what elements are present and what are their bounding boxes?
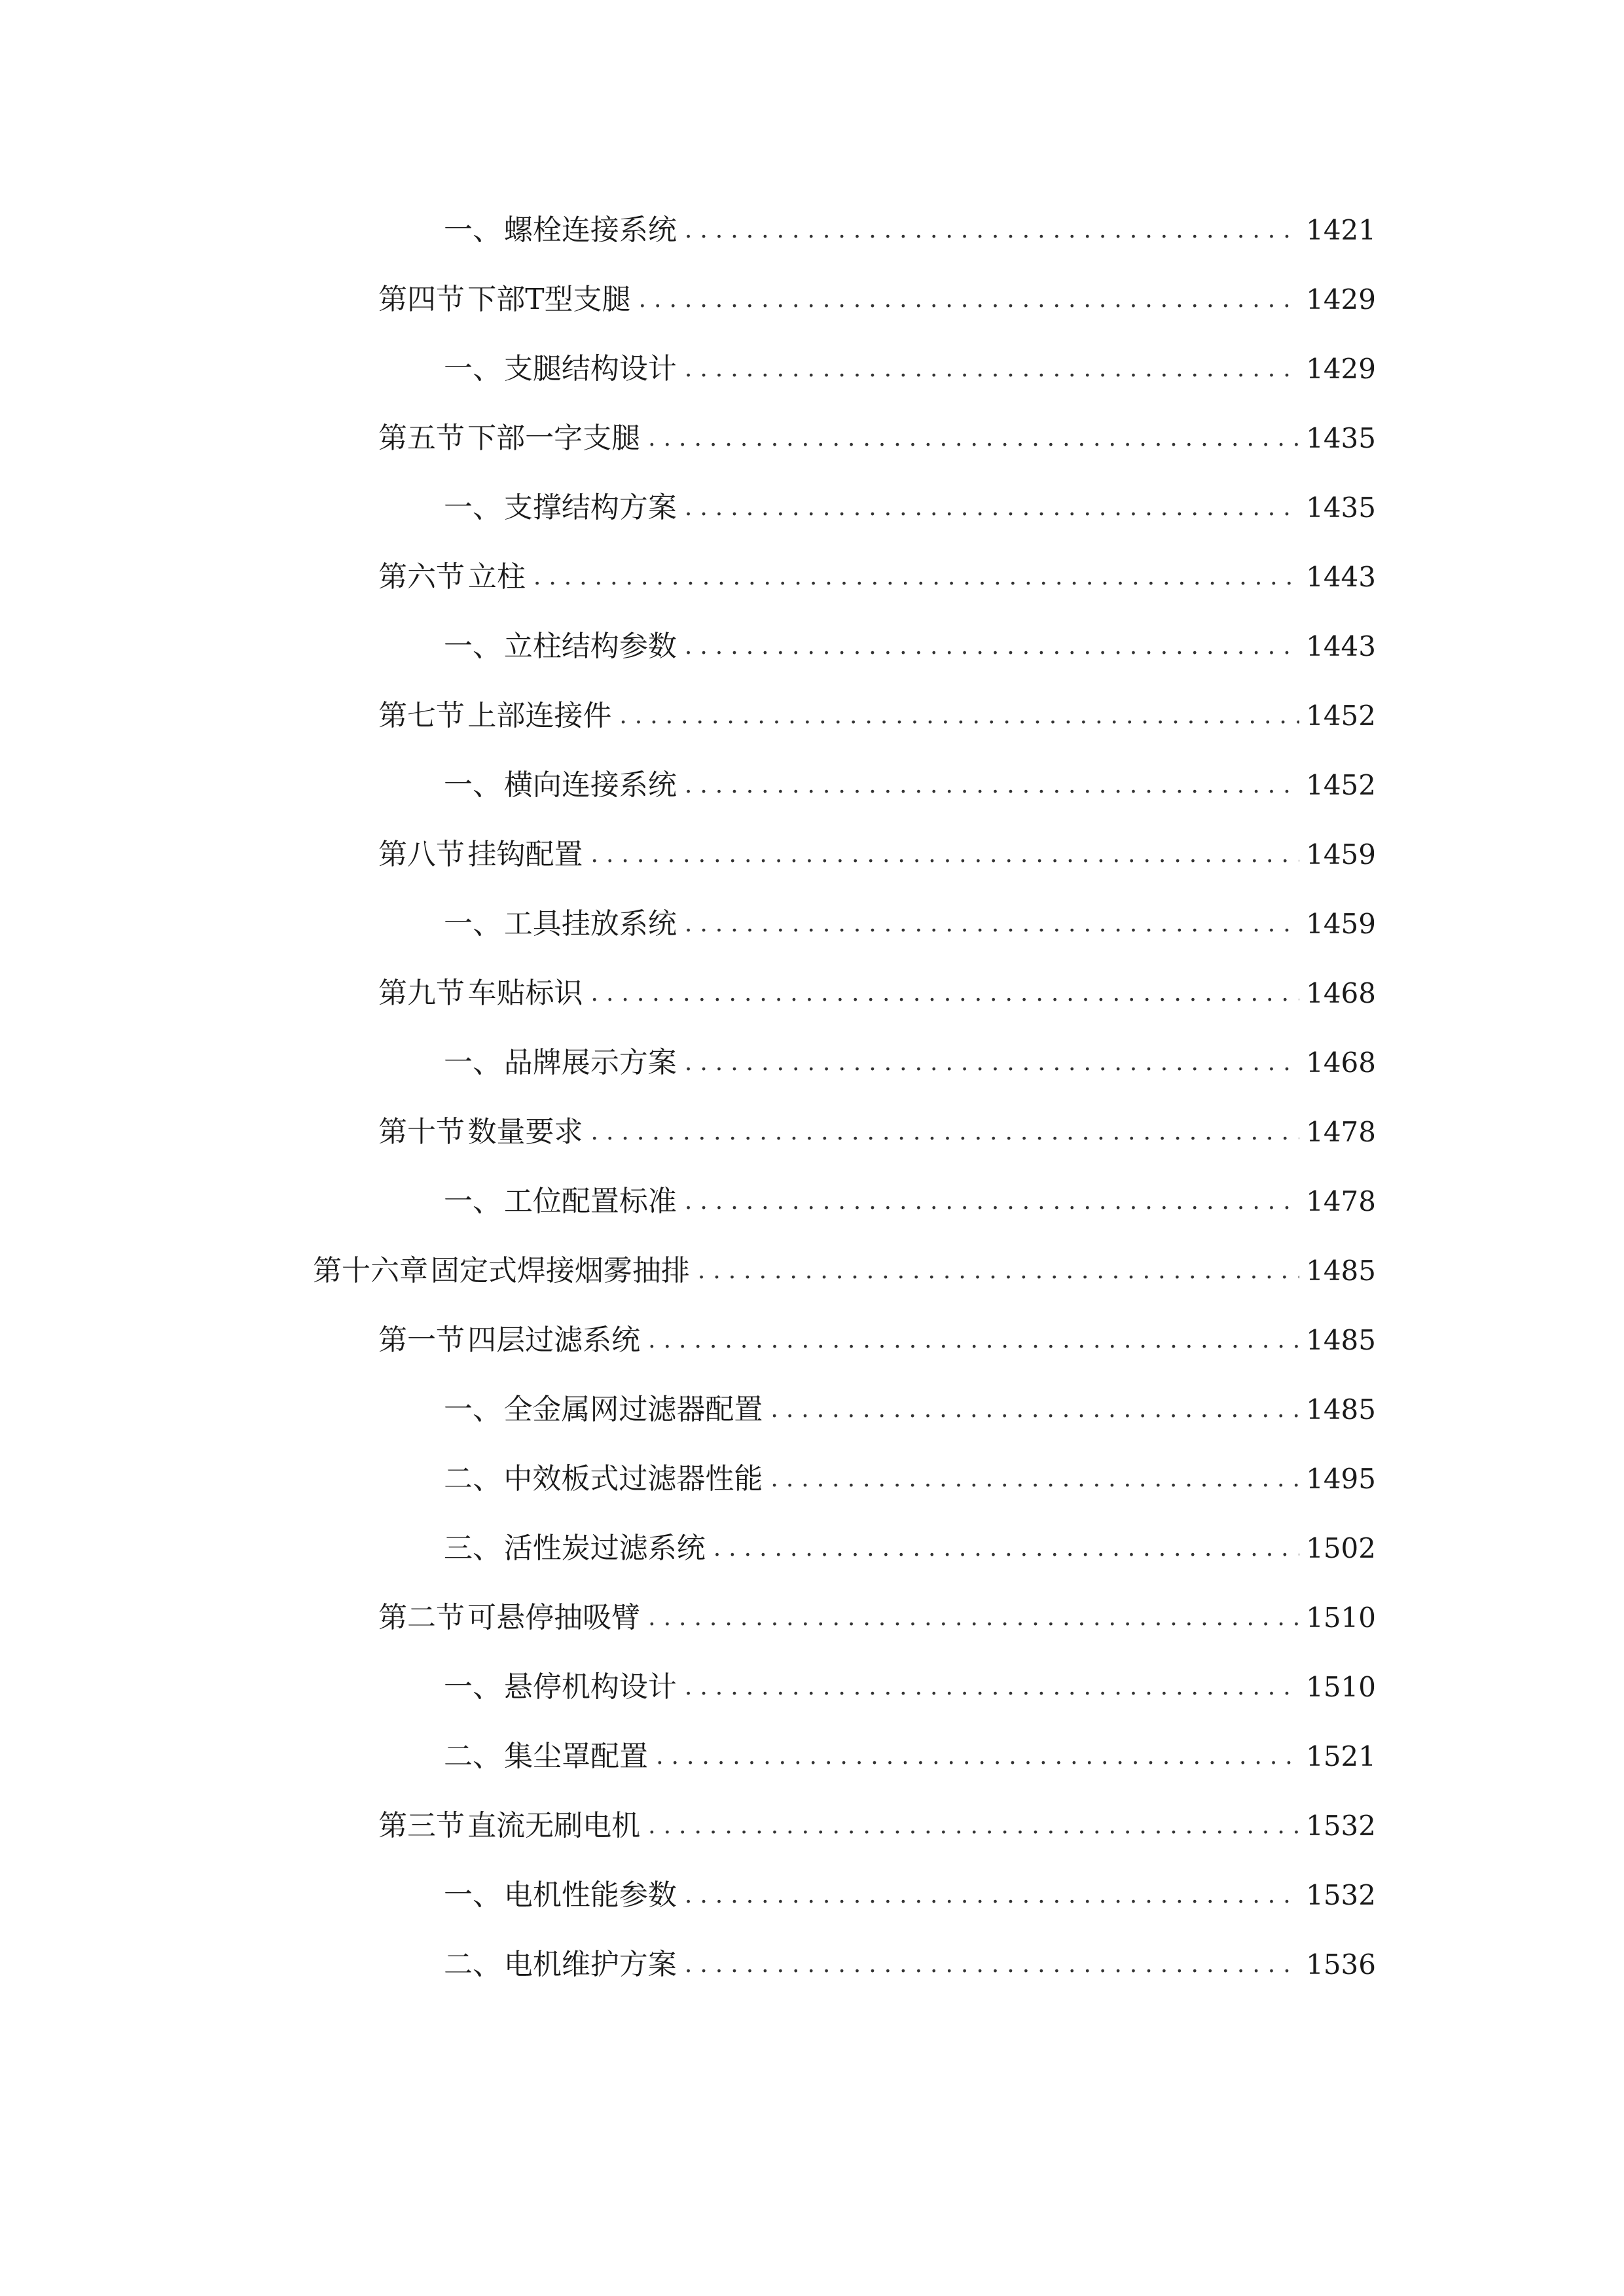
toc-entry-number: 一、 [444,1046,501,1079]
toc-entry-number: 一、 [444,1393,501,1426]
dot-leader [639,274,1300,326]
toc-entry[interactable] [444,1661,1376,1713]
toc-entry-title: 螺栓连接系统 [503,213,677,247]
dot-leader [770,1453,1299,1505]
dot-leader [656,1731,1299,1783]
toc-entry-number: 二、 [444,1462,501,1496]
toc-entry-title: 数量要求 [467,1115,583,1149]
toc-entry[interactable] [444,482,1376,534]
toc-entry-number: 第四节 [378,283,465,316]
toc-entry-number: 一、 [444,907,501,941]
dot-leader [685,1175,1299,1228]
toc-entry-page: 1495 [1306,1463,1376,1495]
toc-entry-number: 第七节 [378,699,465,732]
toc-entry-title: 活性炭过滤系统 [503,1532,706,1565]
toc-entry-title: 中效板式过滤器性能 [503,1462,763,1496]
toc-entry[interactable] [378,1592,1376,1644]
toc-entry-title: 电机性能参数 [503,1878,677,1912]
dot-leader [685,1939,1299,1991]
toc-entry[interactable] [378,690,1376,742]
toc-entry-title: 品牌展示方案 [503,1046,677,1079]
toc-entry-number: 二、 [444,1948,501,1981]
toc-entry[interactable] [378,274,1376,326]
dot-leader [533,551,1299,603]
toc-entry-title: 四层过滤系统 [467,1323,641,1357]
dot-leader [619,690,1299,742]
toc-entry-page: 1485 [1306,1393,1376,1426]
toc-entry-number: 第八节 [378,838,465,871]
dot-leader [685,620,1299,673]
toc-entry-title: 直流无刷电机 [467,1809,641,1842]
toc-entry-page: 1468 [1306,1047,1376,1079]
toc-entry-page: 1521 [1306,1740,1376,1772]
toc-entry-page: 1443 [1306,561,1376,593]
toc-entry-title: 车贴标识 [467,977,583,1010]
toc-entry-number: 一、 [444,491,501,524]
toc-entry[interactable] [444,1175,1376,1228]
dot-leader [648,412,1299,465]
toc-entry-title: 下部一字支腿 [467,422,641,455]
toc-entry-page: 1459 [1306,908,1376,940]
toc-entry[interactable] [378,1314,1376,1367]
toc-entry-title: 电机维护方案 [503,1948,677,1981]
toc-entry-title: 悬停机构设计 [503,1670,677,1704]
toc-entry-number: 一、 [444,213,501,247]
toc-entry-page: 1536 [1306,1948,1376,1981]
toc-entry-page: 1532 [1306,1810,1376,1842]
toc-entry-number: 第五节 [378,422,465,455]
toc-entry-number: 第一节 [378,1323,465,1357]
toc-entry-number: 第十节 [378,1115,465,1149]
toc-entry[interactable] [444,1731,1376,1783]
dot-leader [685,482,1299,534]
dot-leader [685,1037,1299,1089]
toc-entry[interactable] [444,1939,1376,1991]
toc-entry[interactable] [444,620,1376,673]
dot-leader [685,343,1299,395]
dot-leader [591,967,1300,1020]
toc-entry-page: 1429 [1306,353,1376,385]
toc-entry[interactable] [378,1106,1376,1158]
toc-entry[interactable] [378,412,1376,465]
toc-entry-title: 立柱结构参数 [503,630,677,663]
toc-entry-number: 第三节 [378,1809,465,1842]
toc-entry-page: 1452 [1306,769,1376,801]
toc-entry-page: 1478 [1306,1185,1376,1217]
toc-entry-number: 一、 [444,630,501,663]
toc-entry-title: 集尘罩配置 [504,1740,649,1773]
dot-leader [648,1592,1299,1644]
toc-entry-title: 横向连接系统 [503,768,677,802]
toc-entry[interactable] [444,759,1376,812]
toc-entry-number: 一、 [444,1878,501,1912]
toc-entry[interactable] [444,1453,1376,1505]
toc-entry-page: 1429 [1306,283,1376,315]
toc-entry-number: 一、 [444,768,501,802]
dot-leader [685,204,1299,257]
toc-chapter-entry[interactable] [313,1245,1376,1297]
toc-entry-title: 可悬停抽吸臂 [467,1601,641,1634]
toc-entry-page: 1421 [1306,214,1376,246]
toc-entry[interactable] [378,1800,1376,1852]
toc-entry-title: 工位配置标准 [503,1185,677,1218]
toc-entry-title: 立柱 [467,560,526,594]
toc-entry[interactable] [378,967,1376,1020]
dot-leader [685,759,1299,812]
toc-entry-title: 固定式焊接烟雾抽排 [430,1254,690,1287]
toc-entry-page: 1510 [1306,1671,1376,1703]
toc-entry[interactable] [444,343,1376,395]
toc-entry-page: 1502 [1306,1532,1376,1564]
toc-entry-page: 1532 [1306,1879,1376,1911]
toc-entry-page: 1485 [1306,1324,1376,1356]
toc-entry[interactable] [444,1869,1376,1922]
toc-entry-number: 二、 [444,1740,501,1773]
toc-entry-page: 1468 [1306,977,1376,1009]
toc-entry-number: 三、 [444,1532,501,1565]
toc-entry[interactable] [444,204,1376,257]
toc-entry-title: 下部T型支腿 [467,283,631,316]
toc-entry-page: 1459 [1306,838,1376,870]
dot-leader [770,1384,1299,1436]
toc-entry-number: 第二节 [378,1601,465,1634]
toc-entry-title: 支撑结构方案 [503,491,677,524]
toc-entry-number: 第九节 [378,977,465,1010]
dot-leader [685,1869,1299,1922]
toc-entry-page: 1435 [1306,492,1376,524]
toc-entry-number: 一、 [444,352,501,386]
toc-entry-page: 1452 [1306,700,1376,732]
dot-leader [698,1245,1299,1297]
toc-entry-title: 上部连接件 [467,699,612,732]
toc-entry-number: 一、 [444,1185,501,1218]
toc-entry[interactable] [378,829,1376,881]
toc-entry-title: 支腿结构设计 [503,352,677,386]
dot-leader [591,829,1300,881]
toc-entry-title: 挂钩配置 [467,838,583,871]
dot-leader [685,1661,1299,1713]
dot-leader [648,1800,1299,1852]
toc-entry[interactable] [444,1522,1376,1575]
toc-entry-number: 第六节 [378,560,465,594]
toc-entry-page: 1435 [1306,422,1376,454]
toc-entry-page: 1485 [1306,1255,1376,1287]
toc-entry-number: 第十六章 [313,1254,428,1287]
toc-entry[interactable] [378,551,1376,603]
toc-entry-page: 1478 [1306,1116,1376,1148]
dot-leader [648,1314,1299,1367]
toc-entry-page: 1510 [1306,1602,1376,1634]
dot-leader [591,1106,1300,1158]
toc-entry[interactable] [444,898,1376,950]
toc-entry-page: 1443 [1306,630,1376,662]
toc-entry-title: 全金属网过滤器配置 [503,1393,763,1426]
dot-leader [713,1522,1299,1575]
dot-leader [685,898,1299,950]
toc-entry[interactable] [444,1384,1376,1436]
toc-entry-title: 工具挂放系统 [503,907,677,941]
toc-entry-number: 一、 [444,1670,501,1704]
toc-entry[interactable] [444,1037,1376,1089]
